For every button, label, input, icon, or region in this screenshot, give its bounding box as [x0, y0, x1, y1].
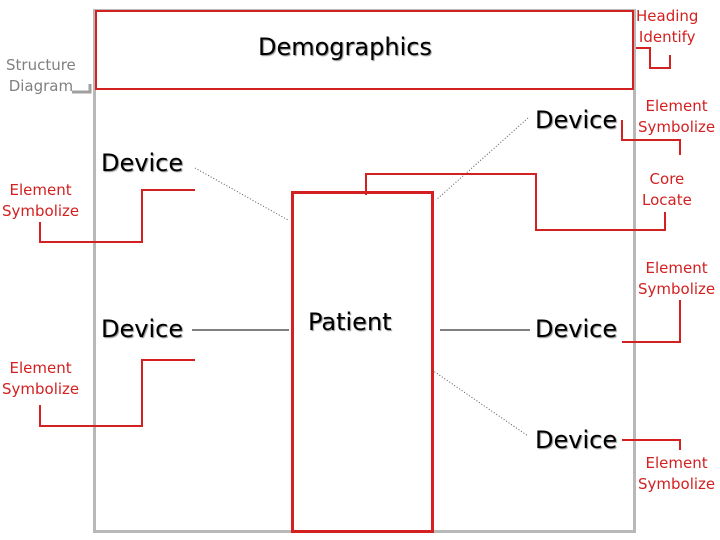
- element-symbolize-left-top: Element Symbolize: [2, 181, 80, 220]
- element-symbolize-right-mid: Element Symbolize: [638, 259, 716, 298]
- element-right-mid-bracket: [622, 300, 680, 342]
- device-top-right: Device: [535, 106, 618, 134]
- demographics-heading: Demographics: [258, 33, 432, 61]
- patient-label: Patient: [308, 308, 392, 336]
- element-symbolize-bottom-right: Element Symbolize: [638, 454, 716, 493]
- core-locate-bracket: [366, 174, 665, 230]
- element-bottom-right-bracket: [622, 440, 680, 450]
- link-top-left: [195, 168, 288, 220]
- link-top-right: [436, 118, 528, 200]
- heading-identify-annotation: Heading Identify: [636, 7, 699, 46]
- element-symbolize-top-right: Element Symbolize: [638, 97, 716, 136]
- element-symbolize-left-bottom: Element Symbolize: [2, 359, 80, 398]
- core-locate-annotation: Core Locate: [642, 170, 692, 209]
- device-mid-right: Device: [535, 315, 618, 343]
- heading-identify-bracket: [636, 48, 670, 68]
- structure-diagram-label: Structure Diagram: [6, 56, 76, 95]
- link-bottom-right: [432, 370, 528, 436]
- device-top-left: Device: [101, 149, 184, 177]
- device-mid-left: Device: [101, 315, 184, 343]
- device-bottom-right: Device: [535, 426, 618, 454]
